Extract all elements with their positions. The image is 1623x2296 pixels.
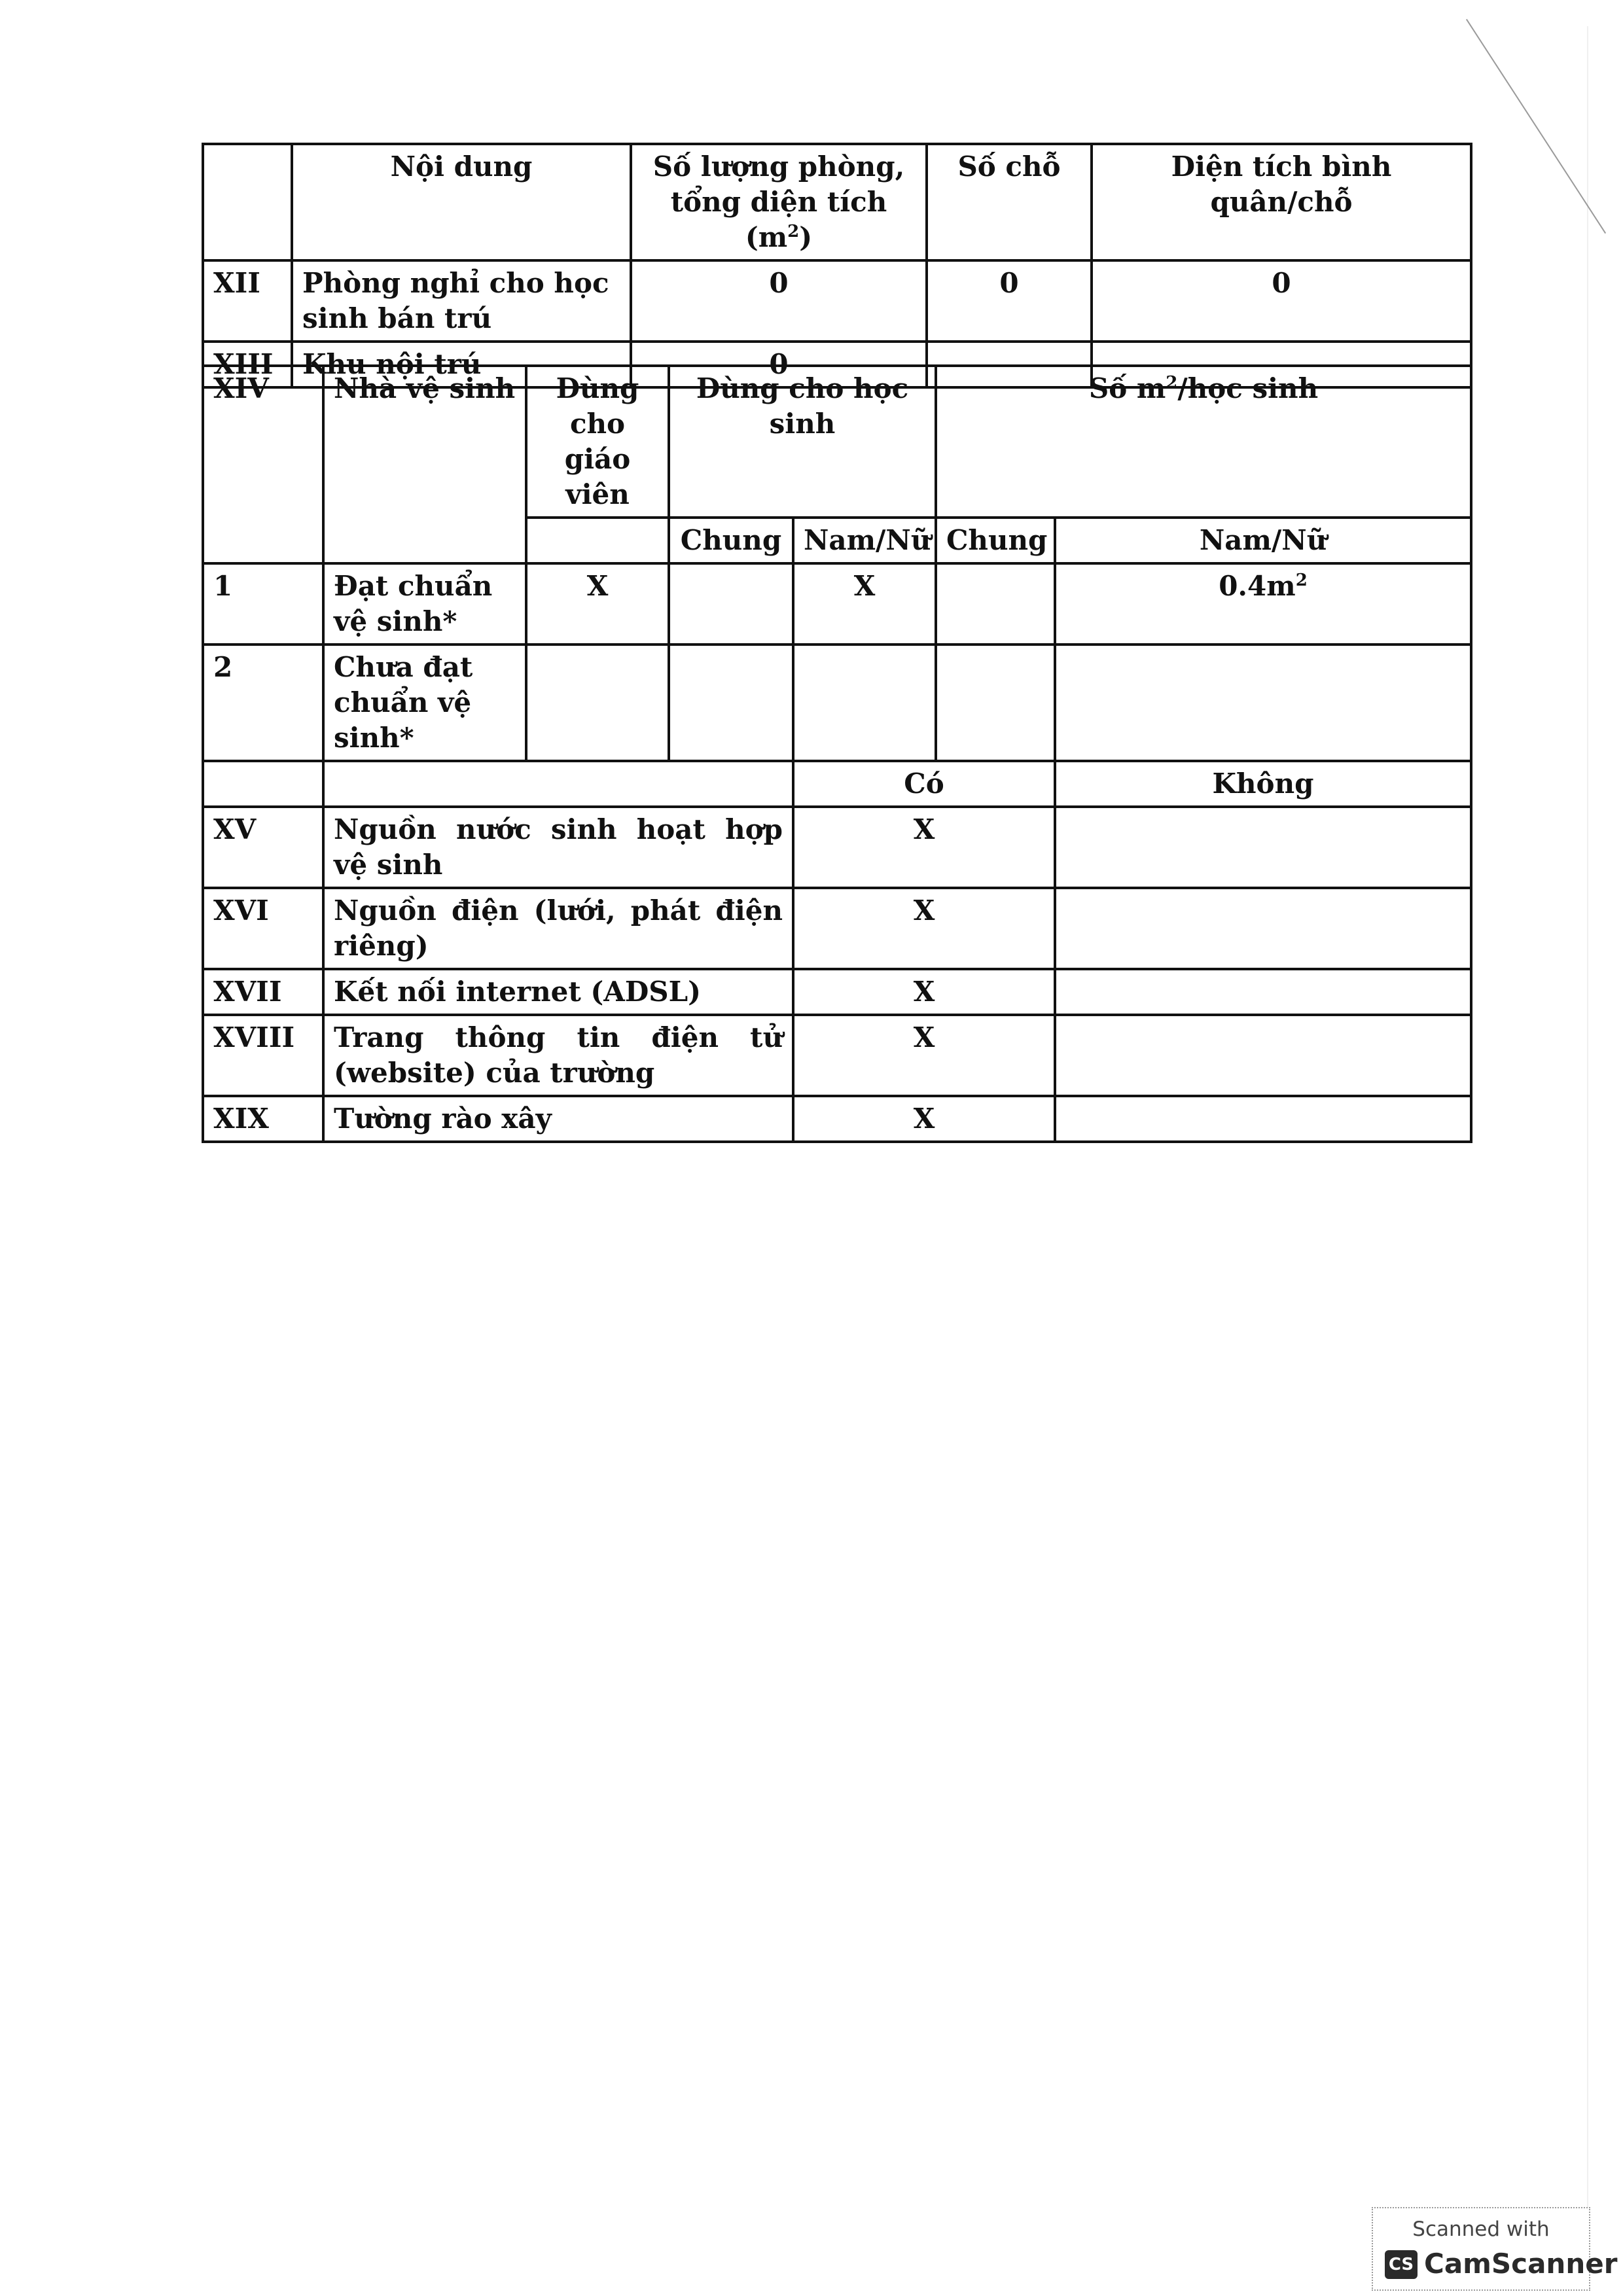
watermark-brand: CamScanner: [1424, 2248, 1618, 2280]
row-area-common: [936, 645, 1055, 761]
row-no: 2: [203, 645, 323, 761]
header-no-value: Không: [1055, 761, 1471, 807]
row-teachers: [526, 645, 669, 761]
row-content: Đạt chuẩn vệ sinh*: [323, 563, 526, 645]
row-no: XVI: [203, 888, 323, 969]
table-row: [203, 888, 1471, 969]
row-no: XVIII: [203, 1015, 323, 1096]
rooms-table-header: [203, 144, 1471, 260]
row-students-common: [669, 563, 793, 645]
header-students: Dùng cho học sinh: [669, 366, 936, 518]
row-teachers: X: [526, 563, 669, 645]
yes-no-header: [203, 761, 1471, 807]
table-row: [203, 969, 1471, 1015]
row-area-gender: $0.4m^2$: [1055, 563, 1471, 645]
row-yes: X: [793, 969, 1055, 1015]
table-row: [203, 563, 1471, 645]
sub-area-common: Chung: [936, 518, 1055, 563]
row-content: Khu nội trú: [292, 342, 631, 387]
row-no-value: [1055, 888, 1471, 969]
sub-area-gender: Nam/Nữ: [1055, 518, 1471, 563]
row-content: Tường rào xây: [323, 1096, 793, 1142]
row-no: XIX: [203, 1096, 323, 1142]
table-row: [203, 1015, 1471, 1096]
row-area-common: [936, 563, 1055, 645]
header-teachers: Dùng cho giáo viên: [526, 366, 669, 518]
row-content: Chưa đạt chuẩn vệ sinh*: [323, 645, 526, 761]
row-rooms-area: 0: [631, 260, 927, 342]
row-no: XVII: [203, 969, 323, 1015]
row-no-value: [1055, 1096, 1471, 1142]
row-avg-area: 0: [1092, 260, 1471, 342]
row-content: Nguồn nước sinh hoạt hợp vệ sinh: [323, 807, 793, 888]
toilet-header: [203, 366, 1471, 518]
header-content: Nội dung: [292, 144, 631, 260]
sub-students-gender: Nam/Nữ: [793, 518, 936, 563]
table-row: [203, 260, 1471, 342]
table-row: [203, 645, 1471, 761]
table-row: [203, 1096, 1471, 1142]
header-no: [203, 144, 292, 260]
row-no: XIII: [203, 342, 292, 387]
table-row: [203, 807, 1471, 888]
watermark-caption: Scanned with: [1412, 2217, 1550, 2241]
row-no: XV: [203, 807, 323, 888]
row-students-gender: [793, 645, 936, 761]
rooms-table: [202, 143, 1472, 389]
row-content: Kết nối internet (ADSL): [323, 969, 793, 1015]
camscanner-logo-icon: CS: [1385, 2250, 1418, 2279]
row-content: Phòng nghỉ cho học sinh bán trú: [292, 260, 631, 342]
sub-students-common: Chung: [669, 518, 793, 563]
row-rooms-area: 0: [631, 342, 927, 387]
row-students-gender: X: [793, 563, 936, 645]
header-yes: Có: [793, 761, 1055, 807]
header-rooms-area: Số lượng phòng, tổng diện tích $(m^2)$: [631, 144, 927, 260]
toilet-no: XIV: [203, 366, 323, 563]
camscanner-watermark: [1372, 2207, 1618, 2291]
row-no: 1: [203, 563, 323, 645]
row-yes: X: [793, 1015, 1055, 1096]
row-students-common: [669, 645, 793, 761]
row-no: XII: [203, 260, 292, 342]
yes-no-empty-content: [323, 761, 793, 807]
row-yes: X: [793, 807, 1055, 888]
row-no-value: [1055, 1015, 1471, 1096]
row-content: Nguồn điện (lưới, phát điện riêng): [323, 888, 793, 969]
toilet-title: Nhà vệ sinh: [323, 366, 526, 563]
row-content: Trang thông tin điện tử (website) của trường: [323, 1015, 793, 1096]
row-no-value: [1055, 807, 1471, 888]
row-seats: 0: [927, 260, 1092, 342]
row-area-gender: [1055, 645, 1471, 761]
header-seats: Số chỗ: [927, 144, 1092, 260]
sub-teachers-empty: [526, 518, 669, 563]
row-yes: X: [793, 1096, 1055, 1142]
row-yes: X: [793, 888, 1055, 969]
header-area-per-student: Số $m^2$/học sinh: [936, 366, 1471, 518]
row-no-value: [1055, 969, 1471, 1015]
header-avg-area: Diện tích bình quân/chỗ: [1092, 144, 1471, 260]
yes-no-empty-no: [203, 761, 323, 807]
facilities-table: [202, 364, 1472, 1143]
